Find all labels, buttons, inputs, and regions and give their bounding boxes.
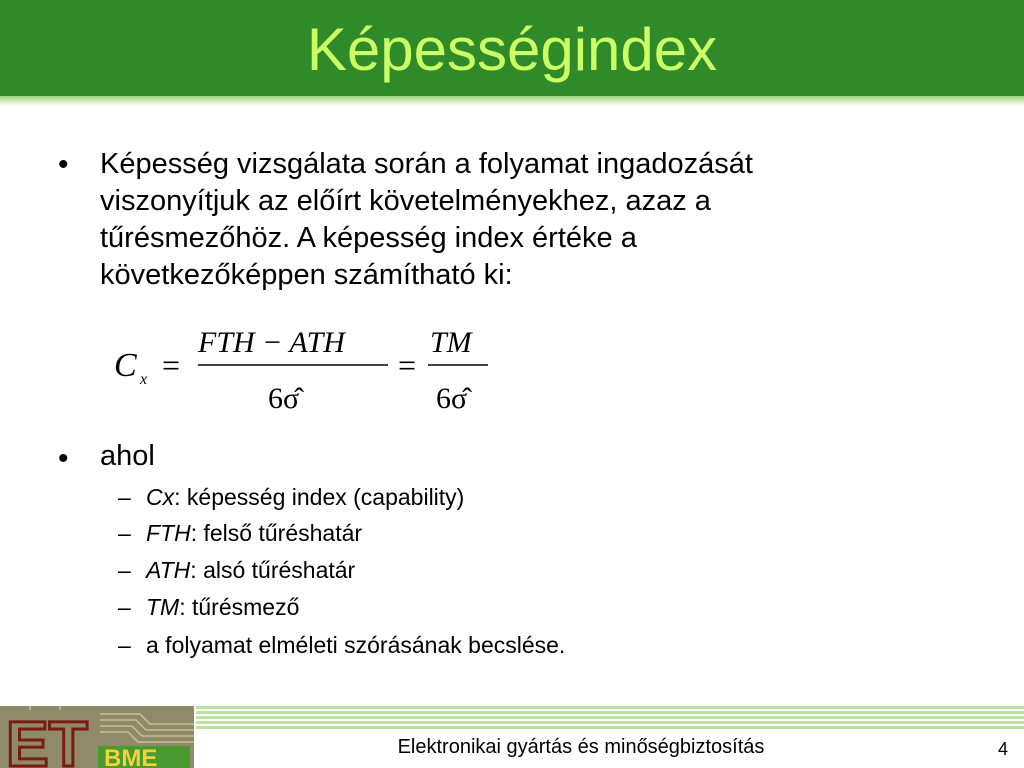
sub-item-desc: : tűrésmező xyxy=(179,594,300,620)
bullet-line: tűrésmezőhöz. A képesség index értéke a xyxy=(100,222,637,254)
formula-denominator-2: 6σ̂ xyxy=(436,382,468,415)
dash-marker: – xyxy=(118,484,131,510)
formula-equals-2: = xyxy=(398,347,417,383)
footer-title: Elektronikai gyártás és minőségbiztosítás xyxy=(397,736,765,758)
dash-marker: – xyxy=(118,520,131,546)
logo-et-text: ET xyxy=(6,708,88,768)
sub-item-sigma xyxy=(146,631,565,659)
sub-item-desc: : felső tűréshatár xyxy=(190,520,363,546)
bullet-line: viszonyítjuk az előírt követelményekhez, azaz a xyxy=(100,185,711,217)
page-number: 4 xyxy=(998,739,1009,759)
sub-item-tm xyxy=(146,593,299,621)
formula-lhs-sub: x xyxy=(140,371,148,388)
formula-numerator-1: FTH − ATH xyxy=(198,326,345,359)
sub-item-desc: a folyamat elméleti szórásának becslése. xyxy=(146,632,566,658)
sub-item-term: FTH xyxy=(146,520,191,546)
bullet-line: következőképpen számítható ki: xyxy=(100,259,513,291)
bullet-text-intro xyxy=(100,146,940,294)
sub-item-term: ATH xyxy=(146,557,191,583)
footer-stripes xyxy=(196,706,1024,730)
formula-denominator-1: 6σ̂ xyxy=(268,382,300,415)
bme-et-logo xyxy=(0,706,194,768)
capability-formula xyxy=(110,318,500,418)
bullet-text-ahol: ahol xyxy=(100,440,155,472)
logo-bme-text: BME xyxy=(104,745,158,768)
bullet-marker: • xyxy=(58,442,69,475)
sub-item-term: Cx xyxy=(146,484,175,510)
sub-item-fth xyxy=(146,519,362,547)
formula-equals-1: = xyxy=(162,347,181,383)
bullet-marker: • xyxy=(58,148,69,181)
bullet-line: Képesség vizsgálata során a folyamat ingadozását xyxy=(100,148,753,180)
dash-marker: – xyxy=(118,632,131,658)
sub-item-desc: : alsó tűréshatár xyxy=(190,557,356,583)
title-divider xyxy=(0,96,1024,106)
formula-numerator-2: TM xyxy=(430,326,472,359)
slide-title: Képességindex xyxy=(306,16,718,83)
sub-item-ath xyxy=(146,556,355,584)
sub-item-cx xyxy=(146,483,464,511)
sub-item-term: TM xyxy=(146,594,180,620)
formula-lhs: C xyxy=(114,347,137,384)
dash-marker: – xyxy=(118,594,131,620)
dash-marker: – xyxy=(118,557,131,583)
sub-item-desc: : képesség index (capability) xyxy=(174,484,465,510)
